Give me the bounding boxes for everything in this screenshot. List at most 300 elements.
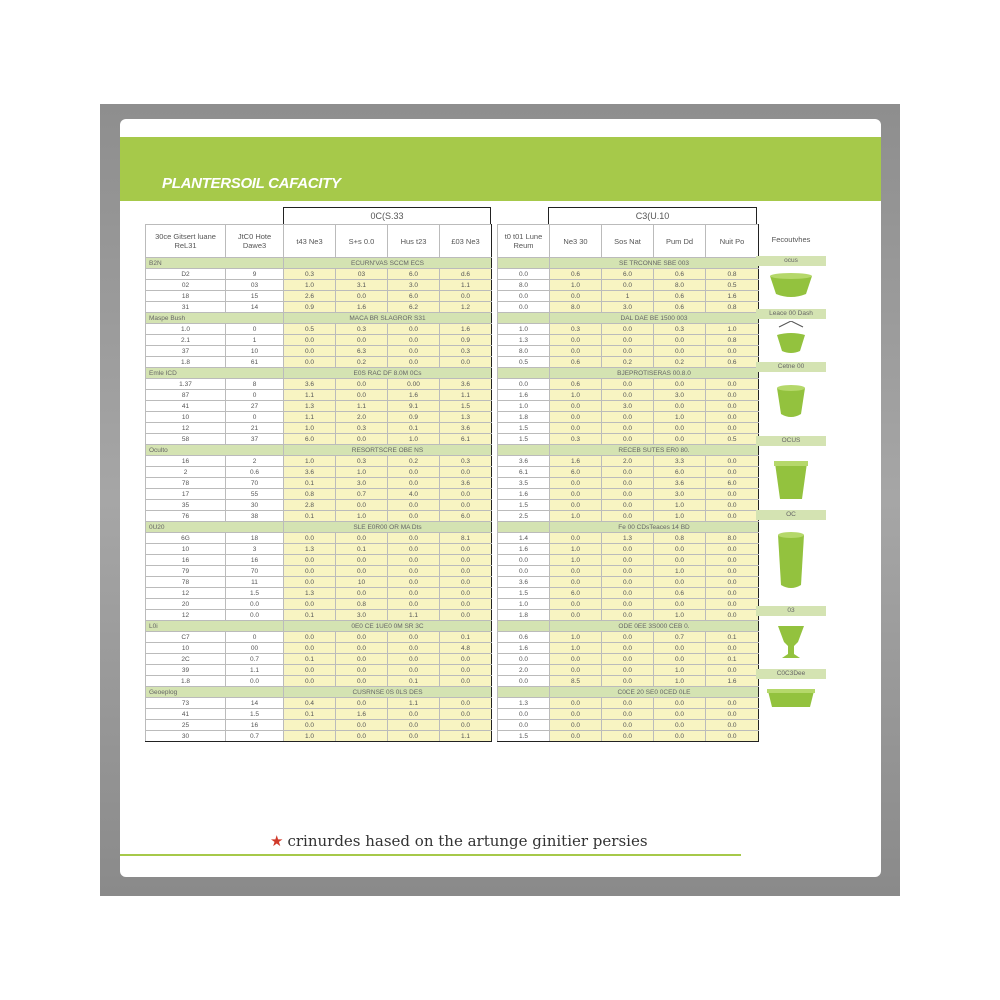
section-mid	[498, 621, 550, 632]
table-row	[146, 412, 759, 423]
table-cell: 0.3	[550, 324, 602, 335]
table-cell: 0.0	[602, 489, 654, 500]
table-cell: 0.0	[706, 720, 759, 731]
table-cell: 0.0	[602, 599, 654, 610]
table-cell: 1.8	[146, 357, 226, 368]
table-cell: 0.0	[388, 720, 440, 731]
table-row	[146, 588, 759, 599]
table-cell: 0.0	[550, 665, 602, 676]
table-cell: 0	[226, 390, 284, 401]
table-cell: 0.0	[602, 665, 654, 676]
table-cell: 0.0	[706, 544, 759, 555]
table-cell: 1.5	[498, 500, 550, 511]
star-icon: ★	[270, 832, 284, 850]
table-cell: 1	[226, 335, 284, 346]
table-cell: 0.0	[550, 709, 602, 720]
table-cell: 0.0	[440, 467, 492, 478]
table-cell: 0.0	[550, 412, 602, 423]
table-cell: 0.1	[440, 632, 492, 643]
table-cell: 1.6	[498, 390, 550, 401]
table-cell: 0.6	[498, 632, 550, 643]
table-cell: 0.0	[602, 423, 654, 434]
planter-image	[756, 320, 826, 362]
section-left-band: SLE E0R00 OR MA Dts	[284, 522, 492, 533]
table-cell: 0.0	[284, 357, 336, 368]
table-cell: 12	[146, 423, 226, 434]
table-cell: 3.6	[654, 478, 706, 489]
table-cell: 30	[146, 731, 226, 742]
table-cell: 0.7	[226, 654, 284, 665]
table-cell: 6.0	[550, 467, 602, 478]
table-cell: 0.0	[284, 335, 336, 346]
table-row	[146, 357, 759, 368]
table-cell: 0.0	[440, 555, 492, 566]
table-cell: 0.0	[388, 467, 440, 478]
table-cell: 3.0	[654, 489, 706, 500]
table-cell: 0.3	[440, 456, 492, 467]
table-cell: 0.00	[388, 379, 440, 390]
table-cell: 0.0	[336, 654, 388, 665]
table-cell: 0.0	[388, 709, 440, 720]
table-cell: 0.0	[336, 632, 388, 643]
table-row	[146, 324, 759, 335]
table-row	[146, 379, 759, 390]
table-cell: 0.1	[388, 676, 440, 687]
planter-image	[756, 616, 826, 669]
table-cell: 1.0	[550, 643, 602, 654]
table-cell: 0.0	[388, 665, 440, 676]
table-cell: 0.7	[226, 731, 284, 742]
table-cell: 0.0	[498, 566, 550, 577]
table-cell: 0.0	[336, 434, 388, 445]
table-cell: 0.0	[602, 324, 654, 335]
table-cell: 0.1	[284, 511, 336, 522]
table-cell: 0.0	[706, 698, 759, 709]
table-cell: 0.0	[498, 676, 550, 687]
shape-label: 03	[756, 606, 826, 616]
table-cell: 0.0	[654, 434, 706, 445]
table-row	[146, 500, 759, 511]
table-cell: 0.0	[602, 643, 654, 654]
table-cell: 3.6	[498, 577, 550, 588]
table-cell: 0.0	[550, 478, 602, 489]
section-band	[146, 687, 759, 698]
table-cell: 0.0	[654, 555, 706, 566]
table-cell: 0.0	[550, 291, 602, 302]
table-cell: 18	[146, 291, 226, 302]
section-label: Emle ICD	[146, 368, 284, 379]
table-cell: 0.0	[336, 566, 388, 577]
table-cell: 0.0	[602, 412, 654, 423]
table-cell: 0.0	[706, 555, 759, 566]
table-cell: 0.0	[550, 566, 602, 577]
table-cell: 0.0	[602, 500, 654, 511]
table-cell: 1.6	[336, 302, 388, 313]
table-cell: 12	[146, 610, 226, 621]
table-cell: 0.0	[550, 698, 602, 709]
table-cell: 0.0	[602, 588, 654, 599]
table-cell: 9	[226, 269, 284, 280]
table-cell: 17	[146, 489, 226, 500]
table-cell: 0.0	[602, 731, 654, 742]
table-cell: 00	[226, 643, 284, 654]
table-cell: 1.6	[498, 489, 550, 500]
table-cell: 1.0	[146, 324, 226, 335]
table-cell: 0.0	[706, 566, 759, 577]
table-cell: 0.7	[654, 632, 706, 643]
table-row	[146, 456, 759, 467]
table-row	[146, 390, 759, 401]
table-cell: 1.5	[440, 401, 492, 412]
table-cell: 0.0	[602, 467, 654, 478]
table-cell: 1.0	[498, 401, 550, 412]
table-cell: 0.6	[654, 291, 706, 302]
col-head-r4: Nuit Po	[706, 225, 759, 258]
table-cell: 0.6	[654, 269, 706, 280]
table-cell: 6.1	[498, 467, 550, 478]
planter-image	[756, 373, 826, 437]
table-cell: 1.0	[654, 566, 706, 577]
table-cell: 3.0	[336, 478, 388, 489]
table-cell: 16	[146, 456, 226, 467]
table-cell: 1.3	[284, 588, 336, 599]
table-cell: 2C	[146, 654, 226, 665]
table-cell: 1.0	[550, 555, 602, 566]
table-cell: 0.0	[550, 401, 602, 412]
table-cell: 14	[226, 698, 284, 709]
table-cell: 1.0	[550, 544, 602, 555]
table-cell: 0.0	[654, 423, 706, 434]
table-cell: 1.5	[226, 588, 284, 599]
table-cell: 8.0	[550, 302, 602, 313]
planter-image	[756, 680, 826, 722]
table-cell: 10	[146, 643, 226, 654]
table-cell: 0.5	[706, 280, 759, 291]
planter-image	[756, 521, 826, 606]
table-cell: 8.0	[498, 280, 550, 291]
table-cell: 0.0	[440, 566, 492, 577]
col-head-r2: Sos Nat	[602, 225, 654, 258]
table-cell: 1.6	[336, 709, 388, 720]
table-cell: 0.0	[440, 698, 492, 709]
table-cell: 0.0	[706, 731, 759, 742]
section-right-band: RECEB SUTES ER0 80.	[550, 445, 759, 456]
table-cell: 8.0	[654, 280, 706, 291]
section-left-band: CUSRNSE 0S 0LS DES	[284, 687, 492, 698]
table-cell: 1.1	[388, 610, 440, 621]
section-band	[146, 621, 759, 632]
table-cell: 0.0	[388, 643, 440, 654]
table-cell: 78	[146, 478, 226, 489]
table-cell: 1.0	[654, 511, 706, 522]
table-cell: 0.0	[440, 599, 492, 610]
table-cell: 0.2	[602, 357, 654, 368]
table-cell: 0.0	[550, 610, 602, 621]
table-cell: 0.0	[550, 654, 602, 665]
table-cell: 0.1	[706, 654, 759, 665]
table-cell: 0.3	[336, 324, 388, 335]
table-cell: 4.8	[440, 643, 492, 654]
table-cell: 0.0	[284, 643, 336, 654]
table-cell: 0.6	[706, 357, 759, 368]
table-cell: 1.0	[284, 731, 336, 742]
table-cell: 0.0	[284, 566, 336, 577]
table-cell: 0.0	[388, 577, 440, 588]
table-cell: 3.1	[336, 280, 388, 291]
section-label: Oculto	[146, 445, 284, 456]
table-cell: 3.6	[440, 379, 492, 390]
table-cell: 0.0	[284, 577, 336, 588]
table-cell: 1.0	[284, 456, 336, 467]
table-cell: 0.0	[498, 379, 550, 390]
table-cell: 21	[226, 423, 284, 434]
table-cell: 9.1	[388, 401, 440, 412]
table-cell: 0.0	[226, 676, 284, 687]
table-cell: 1.5	[498, 588, 550, 599]
table-cell: 1.0	[654, 500, 706, 511]
table-cell: 0.8	[284, 489, 336, 500]
table-cell: 0.0	[498, 654, 550, 665]
table-cell: 0.0	[602, 632, 654, 643]
table-cell: 0.8	[336, 599, 388, 610]
table-cell: 0.0	[550, 599, 602, 610]
table-cell: 0.0	[498, 291, 550, 302]
table-cell: 0.0	[706, 346, 759, 357]
table-cell: 16	[226, 555, 284, 566]
table-cell: 0.0	[654, 346, 706, 357]
table-cell: 0.0	[602, 544, 654, 555]
table-cell: 58	[146, 434, 226, 445]
footnote	[270, 832, 648, 850]
table-cell: 1.1	[284, 390, 336, 401]
table-cell: 0.0	[706, 456, 759, 467]
table-cell: 1.6	[550, 456, 602, 467]
planter-image	[756, 267, 826, 309]
table-cell: 0.0	[602, 698, 654, 709]
table-cell: 6.0	[284, 434, 336, 445]
table-cell: 6.0	[440, 511, 492, 522]
table-cell: 0.0	[440, 291, 492, 302]
col-head-l3: Hus t23	[388, 225, 440, 258]
table-cell: 1.2	[440, 302, 492, 313]
section-left-band: E0S RAC DF 8.0M 0Cs	[284, 368, 492, 379]
table-cell: 0.0	[706, 489, 759, 500]
table-cell: 0.0	[336, 665, 388, 676]
table-cell: 0.0	[654, 379, 706, 390]
table-cell: 0.0	[336, 500, 388, 511]
table-cell: 0.0	[284, 720, 336, 731]
table-cell: 10	[146, 412, 226, 423]
table-cell: 0.0	[654, 544, 706, 555]
table-row	[146, 643, 759, 654]
table-cell: 3.0	[388, 280, 440, 291]
table-cell: 1.0	[550, 632, 602, 643]
section-mid	[498, 368, 550, 379]
table-cell: 10	[146, 544, 226, 555]
table-cell: 1.0	[550, 390, 602, 401]
table-cell: 1.0	[654, 665, 706, 676]
table-cell: 0.0	[440, 489, 492, 500]
table-cell: 0.0	[440, 665, 492, 676]
table-cell: 0.0	[336, 643, 388, 654]
table-cell: 0.0	[388, 566, 440, 577]
table-cell: 0.3	[654, 324, 706, 335]
table-row	[146, 731, 759, 742]
table-cell: 3.6	[440, 423, 492, 434]
table-cell: 2.0	[498, 665, 550, 676]
section-band	[146, 258, 759, 269]
table-cell: 37	[146, 346, 226, 357]
table-cell: 18	[226, 533, 284, 544]
table-cell: 61	[226, 357, 284, 368]
table-cell: 0.0	[706, 709, 759, 720]
table-cell: 16	[146, 555, 226, 566]
capacity-sheet	[120, 119, 881, 877]
col-head-b: JtC0 Hote Dawe3	[226, 225, 284, 258]
table-cell: 0.0	[550, 731, 602, 742]
table-cell: 1.0	[388, 434, 440, 445]
table-cell: 0.8	[706, 335, 759, 346]
table-cell: 11	[226, 577, 284, 588]
table-cell: 0.0	[602, 709, 654, 720]
table-cell: 0.0	[498, 302, 550, 313]
table-cell: 0.6	[550, 379, 602, 390]
table-cell: 1.6	[388, 390, 440, 401]
table-cell: 1.5	[498, 731, 550, 742]
table-cell: 1.1	[226, 665, 284, 676]
col-head-l1: t43 Ne3	[284, 225, 336, 258]
table-row	[146, 335, 759, 346]
left-group-head: 0C(S.33	[283, 207, 491, 224]
table-cell: 70	[226, 478, 284, 489]
table-row	[146, 467, 759, 478]
table-cell: 0.2	[654, 357, 706, 368]
table-cell: 1.37	[146, 379, 226, 390]
table-cell: 2.0	[602, 456, 654, 467]
table-row	[146, 269, 759, 280]
table-cell: 0.5	[706, 434, 759, 445]
table-cell: 1.6	[498, 544, 550, 555]
section-band	[146, 368, 759, 379]
col-head-r1: Ne3 30	[550, 225, 602, 258]
table-cell: 0.0	[550, 489, 602, 500]
table-cell: 3.3	[654, 456, 706, 467]
table-cell: 0.0	[550, 423, 602, 434]
table-cell: d.6	[440, 269, 492, 280]
section-band	[146, 445, 759, 456]
table-cell: 0.0	[388, 346, 440, 357]
table-cell: 0.1	[284, 654, 336, 665]
table-cell: 1.0	[550, 511, 602, 522]
table-cell: 0.0	[388, 511, 440, 522]
section-label: Maspe Bush	[146, 313, 284, 324]
table-cell: 1.8	[146, 676, 226, 687]
table-cell: 1.0	[654, 676, 706, 687]
table-cell: 15	[226, 291, 284, 302]
table-cell: 0.0	[550, 346, 602, 357]
table-cell: 0.0	[388, 500, 440, 511]
table-cell: 0.3	[336, 456, 388, 467]
table-row	[146, 544, 759, 555]
table-cell: 0.3	[284, 269, 336, 280]
table-cell: 1.1	[284, 412, 336, 423]
table-row	[146, 478, 759, 489]
table-cell: 1.0	[498, 324, 550, 335]
table-cell: 0.0	[226, 599, 284, 610]
table-cell: 0	[226, 324, 284, 335]
table-cell: 0.0	[602, 720, 654, 731]
table-cell: 0.0	[706, 577, 759, 588]
table-cell: 73	[146, 698, 226, 709]
table-row	[146, 280, 759, 291]
table-cell: 0.6	[654, 302, 706, 313]
table-cell: 0.0	[388, 588, 440, 599]
table-cell: 1.1	[336, 401, 388, 412]
table-cell: 3	[226, 544, 284, 555]
table-cell: 0.0	[550, 533, 602, 544]
table-cell: 0.0	[602, 511, 654, 522]
table-cell: 0.0	[336, 291, 388, 302]
table-row	[146, 401, 759, 412]
table-cell: 0.0	[388, 335, 440, 346]
header-row	[146, 225, 759, 258]
table-cell: 0.0	[336, 676, 388, 687]
table-row	[146, 533, 759, 544]
table-cell: 0.0	[706, 643, 759, 654]
table-cell: 0.0	[388, 599, 440, 610]
table-cell: 0.0	[226, 610, 284, 621]
table-cell: 0.0	[654, 720, 706, 731]
table-cell: 1.5	[226, 709, 284, 720]
section-band	[146, 522, 759, 533]
page-title: PLANTERSOIL CAFACITY	[162, 175, 341, 192]
table-cell: 0.0	[336, 588, 388, 599]
table-cell: 0.3	[336, 423, 388, 434]
table-cell: 8.0	[706, 533, 759, 544]
table-cell: 0.0	[706, 665, 759, 676]
shape-label: ocus	[756, 256, 826, 266]
table-cell: 8.1	[440, 533, 492, 544]
section-mid	[498, 445, 550, 456]
table-cell: 0.0	[284, 632, 336, 643]
table-cell: 0.3	[440, 346, 492, 357]
table-cell: 0.0	[498, 555, 550, 566]
table-row	[146, 665, 759, 676]
table-row	[146, 291, 759, 302]
table-cell: 0.6	[550, 357, 602, 368]
shape-label: Cetne 00	[756, 362, 826, 372]
table-row	[146, 698, 759, 709]
table-cell: 3.6	[284, 379, 336, 390]
table-cell: 3.6	[498, 456, 550, 467]
table-row	[146, 566, 759, 577]
table-cell: 0.0	[388, 555, 440, 566]
table-cell: 0.0	[602, 390, 654, 401]
section-band	[146, 313, 759, 324]
table-row	[146, 434, 759, 445]
table-row	[146, 676, 759, 687]
table-cell: 0.0	[284, 676, 336, 687]
table-cell: 2.1	[146, 335, 226, 346]
table-cell: 8	[226, 379, 284, 390]
table-cell: 0.0	[706, 412, 759, 423]
table-cell: 1.0	[336, 467, 388, 478]
table-cell: 0.0	[440, 720, 492, 731]
table-cell: 0.9	[388, 412, 440, 423]
table-cell: 02	[146, 280, 226, 291]
table-cell: 6.0	[706, 478, 759, 489]
shape-label: C0C3Dee	[756, 669, 826, 679]
